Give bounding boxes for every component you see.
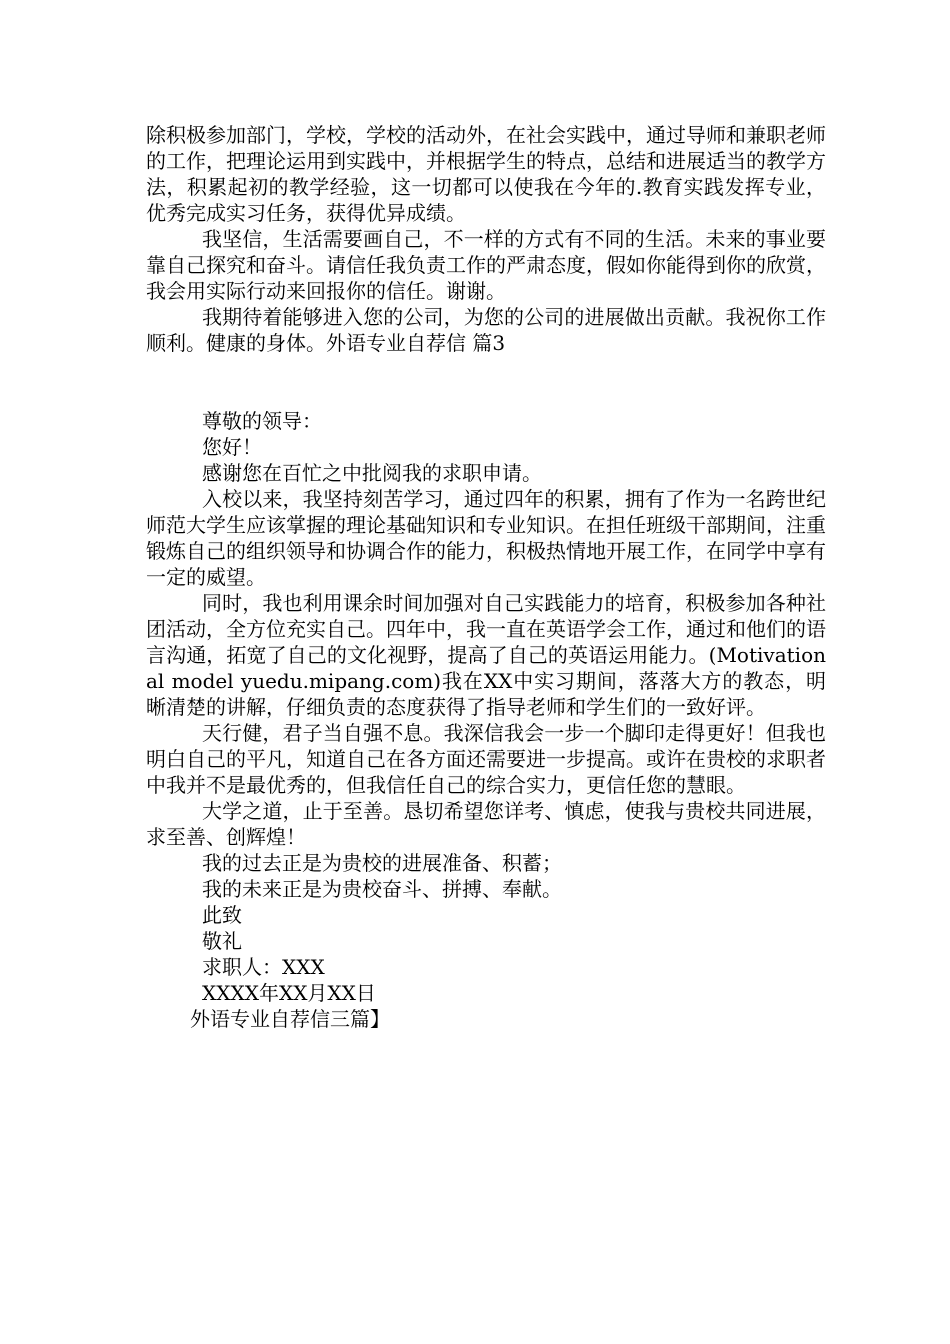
thanks-line: 感谢您在百忙之中批阅我的求职申请。 [202, 461, 542, 485]
applicant-line: 求职人：XXX [202, 955, 325, 979]
footer-title: 外语专业自荐信三篇】 [190, 1007, 390, 1031]
past-line: 我的过去正是为贵校的进展准备、积蓄； [202, 851, 562, 875]
paragraph-activities: 同时，我也利用课余时间加强对自己实践能力的培育，积极参加各种社团活动，全方位充实自己。四年中，我一直在英语学会工作，通过和他们的语言沟通，拓宽了自己的文化视野，提高了自己的英语运用能力。(Motivational model yuedu.mipang.com)我在XX中实习期间，落落大方的教态，明晰清楚的讲解，仔细负责的态度获得了指导老师和学生们的一致好评。 [146, 591, 826, 719]
paragraph-expectation: 我期待着能够进入您的公司，为您的公司的进展做出贡献。我祝你工作顺利。健康的身体。外语专业自荐信 篇3 [146, 305, 826, 355]
paragraph-belief: 我坚信，生活需要画自己，不一样的方式有不同的生活。未来的事业要靠自己探究和奋斗。请信任我负责工作的严肃态度，假如你能得到你的欣赏，我会用实际行动来回报你的信任。谢谢。 [146, 227, 826, 303]
section-gap [146, 356, 826, 408]
closing-line-2: 敬礼 [202, 929, 242, 953]
document-page [146, 122, 826, 1032]
paragraph-practice: 除积极参加部门，学校，学校的活动外，在社会实践中，通过导师和兼职老师的工作，把理论运用到实践中，并根据学生的特点，总结和进展适当的教学方法，积累起初的教学经验，这一切都可以使我在今年的.教育实践发挥专业，优秀完成实习任务，获得优异成绩。 [146, 123, 826, 225]
future-line: 我的未来正是为贵校奋斗、拼搏、奉献。 [202, 877, 562, 901]
paragraph-study: 入校以来，我坚持刻苦学习，通过四年的积累，拥有了作为一名跨世纪师范大学生应该掌握的理论基础知识和专业知识。在担任班级干部期间，注重锻炼自己的组织领导和协调合作的能力，积极热情地开展工作，在同学中享有一定的威望。 [146, 487, 826, 589]
salutation: 尊敬的领导： [202, 409, 322, 433]
date-line: XXXX年XX月XX日 [202, 981, 376, 1005]
paragraph-self-improvement: 天行健，君子当自强不息。我深信我会一步一个脚印走得更好！但我也明白自己的平凡，知道自己在各方面还需要进一步提高。或许在贵校的求职者中我并不是最优秀的，但我信任自己的综合实力，更信任您的慧眼。 [146, 721, 826, 797]
paragraph-aspiration: 大学之道，止于至善。恳切希望您详考、慎虑，使我与贵校共同进展，求至善、创辉煌！ [146, 799, 826, 849]
closing-line-1: 此致 [202, 903, 242, 927]
greeting: 您好！ [202, 435, 262, 459]
